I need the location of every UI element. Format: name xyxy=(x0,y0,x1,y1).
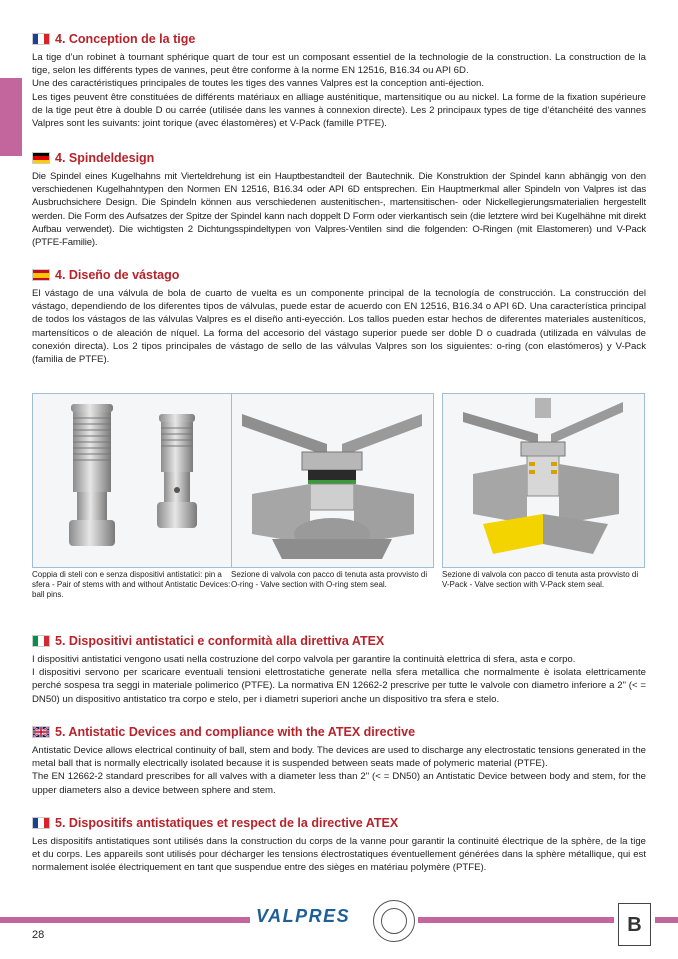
vpack-section-illustration xyxy=(443,394,644,567)
company-logo-icon: B xyxy=(618,903,651,946)
section-it-antistatic xyxy=(32,634,646,706)
section-title: 5. Antistatic Devices and compliance with the ATEX directive xyxy=(55,725,416,739)
oring-section-illustration xyxy=(232,394,433,567)
section-title: 5. Dispositivi antistatici e conformità alla direttiva ATEX xyxy=(55,634,385,648)
vpack-section-photo xyxy=(442,393,645,568)
flag-france-icon xyxy=(32,817,50,829)
section-fr-antistatic xyxy=(32,816,646,875)
footer-band-edge xyxy=(655,917,678,923)
paragraph: Antistatic Device allows electrical continuity of ball, stem and body. The devices are used to discharge any electrostatic tensions generated in the metal ball that is normally electrically isolated because it is suspended between seats made of polymeric material (PTFE). xyxy=(32,745,646,770)
paragraph: I dispositivi antistatici vengono usati nella costruzione del corpo valvola per garantire la continuità elettrica di sfera, asta e corpo. xyxy=(32,654,576,665)
stem-pair-illustration xyxy=(33,394,234,567)
flag-germany-icon xyxy=(32,152,50,164)
side-tab-marker xyxy=(0,78,22,156)
oring-section-photo xyxy=(231,393,434,568)
footer-band-right xyxy=(418,917,614,923)
section-heading xyxy=(32,151,646,165)
section-en-antistatic xyxy=(32,725,646,797)
flag-italy-icon xyxy=(32,635,50,647)
paragraph: Die Spindel eines Kugelhahns mit Vierteldrehung ist ein Hauptbestandteil der Bautechnik. Die Konstruktion der Spindel kann abhängig von den verschiedenen Kugelhahntypen den Normen EN 12516, B16.34 oder API 6D entsprechen. Ein Hauptmerkmal aller Spindeln von Valpres ist das Ausbruchsichere Design. Die Spindeln können aus verschiedenen austenitischen-, martensitischen- oder Nickellegierungsmaterialien hergestellt werden. Die Form des Aufsatzes der Spitze der Spindel kann nach doppelt D Form oder vierkantisch sein (die letztere wird bei Kugelhähne mit direkt Aufbau verwendet). Die wichtigsten 2 Dichtungsspindeltypen von Valpres-Ventilen sind die folgenden: O-Ringen (mit Elastomeren) und V-Pack (PTFE-Familie). xyxy=(32,171,646,249)
flag-spain-icon xyxy=(32,269,50,281)
section-de-stem xyxy=(32,151,646,249)
section-title: 5. Dispositifs antistatiques et respect de la directive ATEX xyxy=(55,816,399,830)
photo-caption: Sezione di valvola con pacco di tenuta asta provvisto di O-ring - Valve section with O-ring stem seal. xyxy=(231,570,428,590)
section-title: 4. Diseño de vástago xyxy=(55,268,180,282)
footer-band-left xyxy=(0,917,250,923)
paragraph: Les dispositifs antistatiques sont utilisés dans la construction du corps de la vanne pour garantir la continuité électrique de la sphère, de la tige et du corps. Les appareils sont utilisés pour décharger les tensions électrostatiques éventuellement générées dans la sphère métallique, qui est normalement isolée électriquement en tant que suspendue entre des sièges en matériau polymère (PTFE). xyxy=(32,836,646,874)
stem-pair-photo xyxy=(32,393,235,568)
section-title: 4. Conception de la tige xyxy=(55,32,196,46)
paragraph: La tige d’un robinet à tournant sphérique quart de tour est un composant essentiel de la technologie de la construction. La construction de la tige, selon les différents types de vannes, peut être conforme à la norme EN 12516, B16.34 ou API 6D. xyxy=(32,52,646,77)
flag-uk-icon xyxy=(32,726,50,738)
section-heading xyxy=(32,634,646,648)
paragraph: Une des caractéristiques principales de toutes les tiges des vannes Valpres est la conception anti-éjection. xyxy=(32,78,485,90)
section-heading xyxy=(32,32,646,46)
photo-caption: Sezione di valvola con pacco di tenuta asta provvisto di V-Pack - Valve section with V-Pack stem seal. xyxy=(442,570,639,590)
section-fr-stem xyxy=(32,32,646,130)
page-number: 28 xyxy=(32,929,45,941)
certification-seal-icon xyxy=(373,900,415,942)
brand-logo: VALPRES xyxy=(256,906,351,926)
photo-caption: Coppia di steli con e senza dispositivi antistatici: pin a sfera - Pair of stems with and without Antistatic Devices: ball pins. xyxy=(32,570,231,600)
paragraph: I dispositivi servono per scaricare eventuali tensioni elettrostatiche generate nella sfera metallica che normalmente è isolata elettricamente perché sospesa tra seggi in materiale polimerico (PTFE). La normativa EN 12662-2 prescrive per tutte le valvole con diametro inferiore a 2" (< = DN50) un dispositivo antistatico tra corpo e stelo, per i diametri superiori anche un dispositivo tra sfera e stelo. xyxy=(32,667,646,705)
paragraph: Les tiges peuvent être constituées de différents matériaux en alliage austénitique, martensitique ou au nickel. La forme de la fixation supérieure de la tige peut être à double D ou carrée (utilisée dans les vannes à connexion directe). Les 2 principaux types de tige d’étanchéité des vannes Valpres sont les suivants: joint torique (avec élastomères) et V-Pack (famille PTFE). xyxy=(32,91,646,130)
paragraph: El vástago de una válvula de bola de cuarto de vuelta es un componente principal de la tecnología de construcción. La construcción del vástago, dependiendo de los diferentes tipos de válvulas, puede estar de acuerdo con EN 12516, B16.34 o API 6D. Una característica principal de todos los vástagos de las válvulas Valpres es el diseño anti-eyección. Los tallos pueden estar hechos de diferentes materiales austeníticos, martensíticos o de aleación de níquel. La forma del accesorio del vástago superior puede ser doble D o cuadrada (utilizada en válvulas de conexión directa). Los 2 tipos principales de vástago de sello de las válvulas Valpres son los siguientes: o-ring (con elastómeros) y V-Pack (familia de PTFE). xyxy=(32,288,646,366)
section-heading xyxy=(32,725,646,739)
flag-france-icon xyxy=(32,33,50,45)
section-heading xyxy=(32,268,646,282)
section-heading xyxy=(32,816,646,830)
section-title: 4. Spindeldesign xyxy=(55,151,155,165)
section-es-stem xyxy=(32,268,646,366)
paragraph: The EN 12662-2 standard prescribes for all valves with a diameter less than 2" (< = DN50) an Antistatic Device between body and stem, for the upper diameters also a device between sphere and stem. xyxy=(32,771,646,796)
